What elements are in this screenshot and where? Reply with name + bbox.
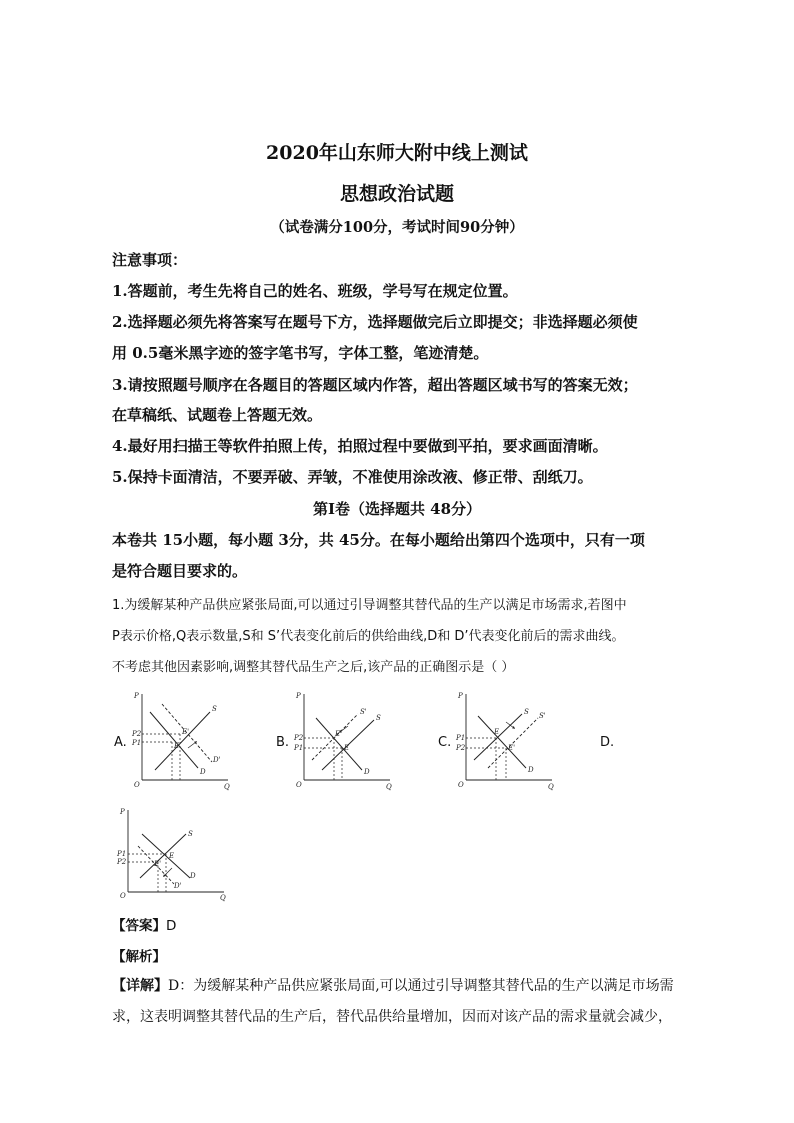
question-text: P表示价格,Q表示数量,S和 S’代表变化前后的供给曲线,D和 D’代表变化前后的需求曲线。 [112, 629, 625, 644]
graph-label-s: S [212, 705, 217, 713]
detail-line: 【详解】D：为缓解某种产品供应紧张局面,可以通过引导调整其替代品的生产以满足市场需 [112, 978, 674, 994]
graph-label-p1: P1 [294, 744, 304, 752]
note-line: 3.请按照题号顺序在各题目的答题区域内作答，超出答题区域书写的答案无效； [112, 376, 638, 394]
graph-label-d: D [528, 766, 534, 774]
note-line: 5.保持卡面清洁，不要弄破、弄皱，不准使用涂改液、修正带、刮纸刀。 [112, 468, 593, 486]
graph-axis-q: Q [224, 783, 230, 791]
question-text: 1.为缓解某种产品供应紧张局面,可以通过引导调整其替代品的生产以满足市场需求,若图中 [112, 598, 627, 613]
detail-line: 求，这表明调整其替代品的生产后，替代品供给量增加，因而对该产品的需求量就会减少， [112, 1009, 672, 1025]
graph-label-p1: P1 [132, 739, 142, 747]
graph-label-d2: D' [174, 882, 182, 890]
graph-label-p2: P2 [456, 744, 466, 752]
graph-origin: O [458, 781, 464, 789]
note-line: 2.选择题必须先将答案写在题号下方，选择题做完后立即提交；非选择题必须使 [112, 313, 638, 331]
graph-label-e: E [174, 742, 180, 750]
option-a-label: A. [114, 735, 127, 750]
graph-label-p2: P2 [132, 730, 142, 738]
graph-origin: O [134, 781, 140, 789]
graph-label-e2: E' [335, 730, 343, 738]
graph-label-p2: P2 [117, 858, 127, 866]
graph-label-p1: P1 [117, 850, 127, 858]
graph-axis-p: P [458, 692, 463, 700]
graph-label-s2: S' [539, 712, 546, 720]
option-d-label: D. [600, 735, 615, 750]
graph-label-p1: P1 [456, 734, 466, 742]
answer-line [112, 914, 176, 934]
notes-heading: 注意事项： [112, 251, 188, 269]
graph-label-d: D [364, 768, 370, 776]
graph-option-c [444, 690, 554, 790]
graph-label-s: S [376, 714, 381, 722]
note-line: 在草稿纸、试题卷上答题无效。 [112, 406, 323, 424]
graph-axis-p: P [120, 808, 125, 816]
note-line: 4.最好用扫描王等软件拍照上传，拍照过程中要做到平拍，要求画面清晰。 [112, 437, 608, 455]
graph-label-p2: P2 [294, 734, 304, 742]
paper-title: 2020年山东师大附中线上测试 [266, 142, 528, 164]
graph-axis-q: Q [220, 894, 226, 902]
graph-axis-p: P [296, 692, 301, 700]
note-line: 用 0.5毫米黑字迹的签字笔书写，字体工整，笔迹清楚。 [112, 344, 489, 362]
option-b-label: B. [276, 735, 290, 750]
graph-label-d: D [200, 768, 206, 776]
graph-origin: O [120, 892, 126, 900]
graph-axis-q: Q [386, 783, 392, 791]
note-line: 1.答题前，考生先将自己的姓名、班级，学号写在规定位置。 [112, 282, 518, 300]
graph-label-d2: D' [213, 756, 221, 764]
graph-label-e: E [344, 744, 350, 752]
analysis-tag: 【解析】 [112, 949, 166, 965]
answer-tag: 【答案】 [112, 918, 166, 934]
detail-tag: 【详解】 [112, 978, 168, 994]
graph-label-e: E [494, 728, 500, 736]
graph-label-s2: S' [360, 708, 367, 716]
graph-origin: O [296, 781, 302, 789]
graph-option-a [120, 690, 230, 790]
graph-option-b [282, 690, 392, 790]
graph-label-e2: E' [508, 744, 516, 752]
graph-label-e2: E' [182, 728, 190, 736]
graph-label-s: S [524, 708, 529, 716]
graph-axis-q: Q [548, 783, 554, 791]
question-text: 不考虑其他因素影响,调整其替代品生产之后,该产品的正确图示是（ ） [112, 660, 515, 675]
graph-label-e2: E' [154, 860, 162, 868]
graph-axis-p: P [134, 692, 139, 700]
section-intro: 是符合题目要求的。 [112, 562, 248, 580]
section-intro: 本卷共 15小题，每小题 3分，共 45分。在每小题给出第四个选项中，只有一项 [112, 531, 645, 549]
graph-label-d: D [190, 872, 196, 880]
graph-option-d [112, 806, 228, 902]
option-c-label: C. [438, 735, 452, 750]
answer-value: D [166, 918, 177, 934]
graph-label-s: S [188, 830, 193, 838]
graph-label-e: E [169, 852, 175, 860]
paper-subject: 思想政治试题 [339, 183, 454, 205]
paper-info: （试卷满分100分，考试时间90分钟） [270, 219, 524, 236]
section-title: 第Ⅰ卷（选择题共 48分） [312, 500, 482, 518]
